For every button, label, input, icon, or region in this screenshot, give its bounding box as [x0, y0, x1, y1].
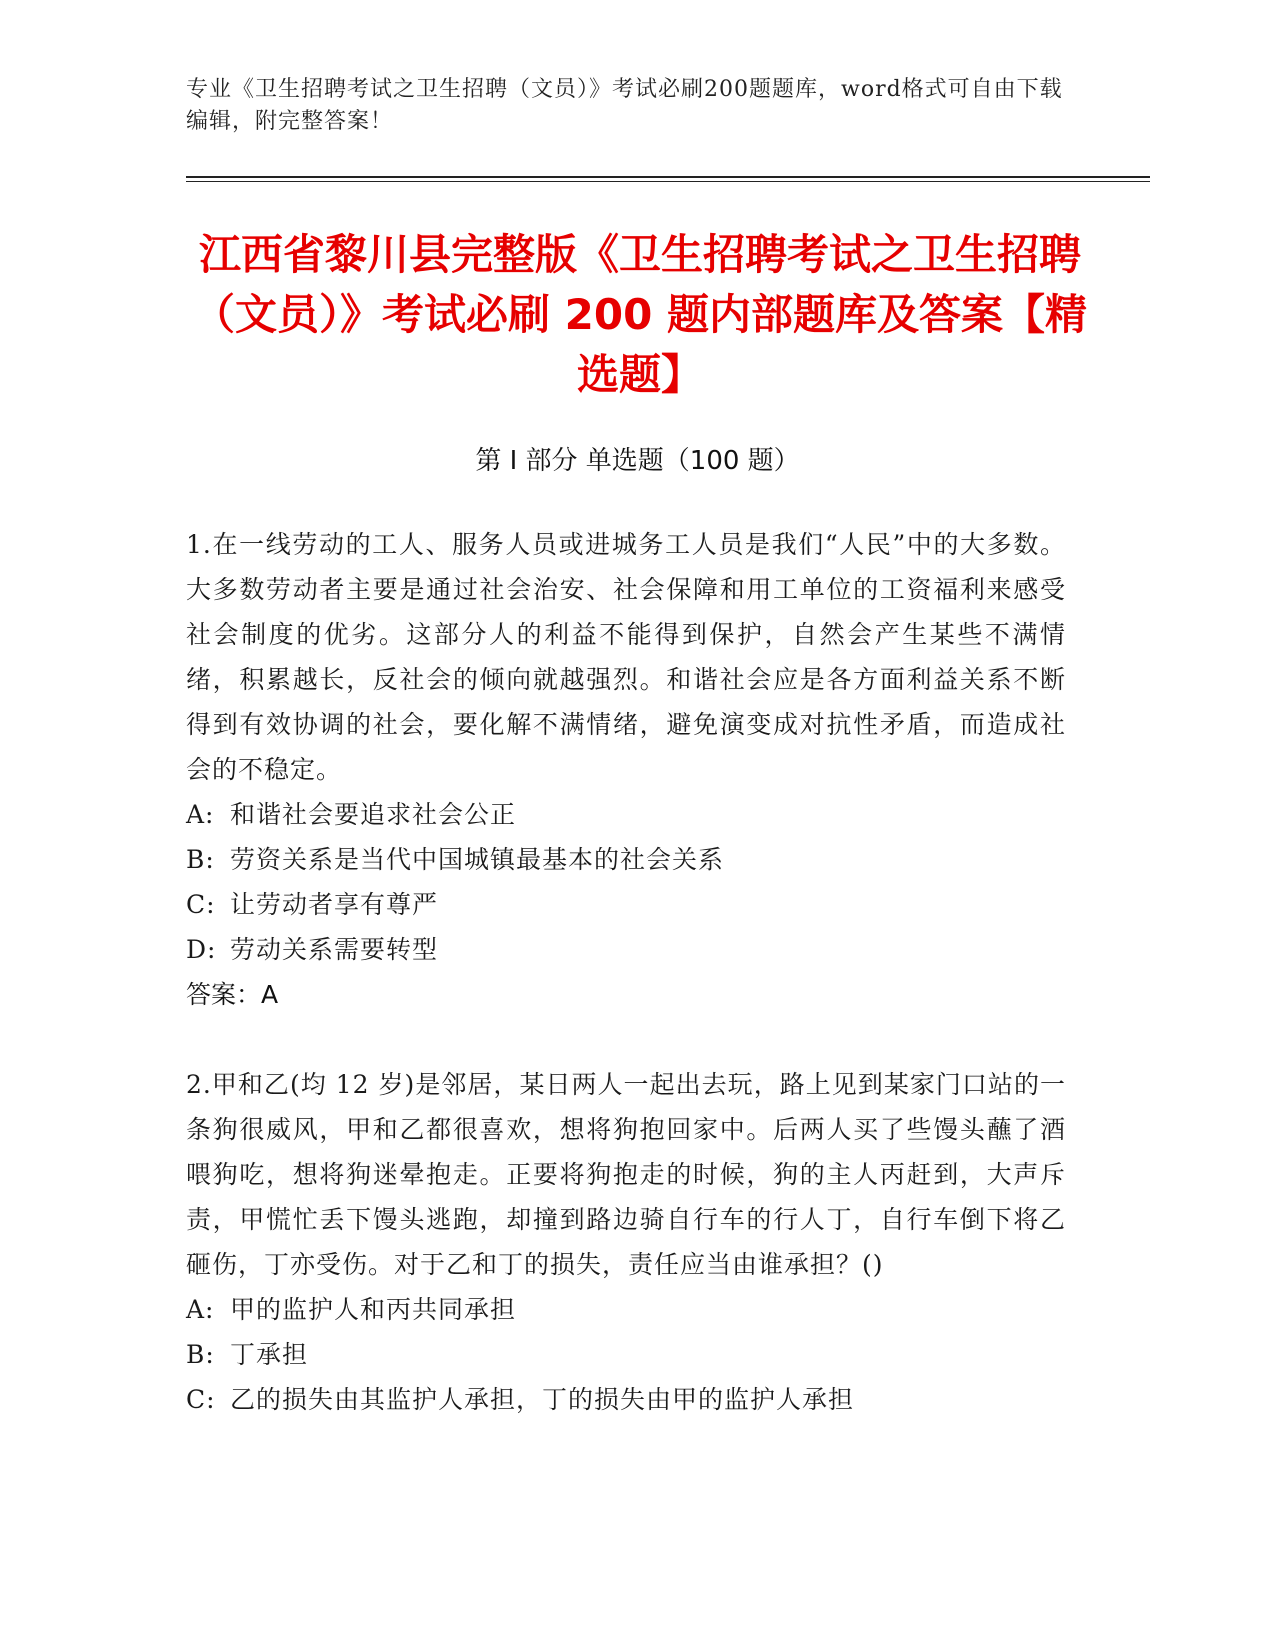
option-text: 让劳动者享有尊严: [230, 890, 439, 919]
option-text: 劳动关系需要转型: [230, 935, 439, 964]
option-a: [186, 1287, 1066, 1332]
document-title: 江西省黎川县完整版《卫生招聘考试之卫生招聘（文员）》考试必刷 200 题内部题库及答案【精选题】: [193, 230, 1087, 399]
section-heading: 第 I 部分 单选题（100 题）: [475, 446, 800, 476]
option-letter: C:: [186, 1385, 216, 1414]
option-text: 乙的损失由其监护人承担，丁的损失由甲的监护人承担: [230, 1385, 855, 1414]
option-text: 劳资关系是当代中国城镇最基本的社会关系: [230, 845, 725, 874]
option-b: [186, 1332, 1066, 1377]
option-a: [186, 792, 1066, 837]
option-text: 丁承担: [230, 1340, 309, 1369]
question-1: [186, 522, 1066, 1017]
header-divider-thin: [186, 181, 1150, 182]
option-c: [186, 1377, 1066, 1422]
option-letter: A:: [186, 800, 215, 829]
header-divider-thick: [186, 176, 1150, 178]
option-text: 和谐社会要追求社会公正: [230, 800, 517, 829]
header-note: 专业《卫生招聘考试之卫生招聘（文员）》考试必刷200题题库，word格式可自由下载编辑，附完整答案！: [186, 77, 1063, 134]
question-text: 2.甲和乙(均 12 岁)是邻居，某日两人一起出去玩，路上见到某家门口站的一条狗很威风，甲和乙都很喜欢，想将狗抱回家中。后两人买了些馒头蘸了酒喂狗吃，想将狗迷晕抱走。正要将狗抱走的时候，狗的主人丙赶到，大声斥责，甲慌忙丢下馒头逃跑，却撞到路边骑自行车的行人丁，自行车倒下将乙砸伤，丁亦受伤。对于乙和丁的损失，责任应当由谁承担？(): [186, 1070, 1066, 1279]
option-letter: B:: [186, 845, 215, 874]
option-d: [186, 927, 1066, 972]
answer-line: 答案：A: [186, 980, 279, 1009]
option-letter: B:: [186, 1340, 215, 1369]
option-c: [186, 882, 1066, 927]
option-text: 甲的监护人和丙共同承担: [230, 1295, 517, 1324]
option-letter: A:: [186, 1295, 215, 1324]
question-2: [186, 1062, 1066, 1422]
question-text: 1.在一线劳动的工人、服务人员或进城务工人员是我们“人民”中的大多数。大多数劳动者主要是通过社会治安、社会保障和用工单位的工资福利来感受社会制度的优劣。这部分人的利益不能得到保护，自然会产生某些不满情绪，积累越长，反社会的倾向就越强烈。和谐社会应是各方面利益关系不断得到有效协调的社会，要化解不满情绪，避免演变成对抗性矛盾，而造成社会的不稳定。: [186, 530, 1066, 784]
option-letter: C:: [186, 890, 216, 919]
option-b: [186, 837, 1066, 882]
option-letter: D:: [186, 935, 217, 964]
